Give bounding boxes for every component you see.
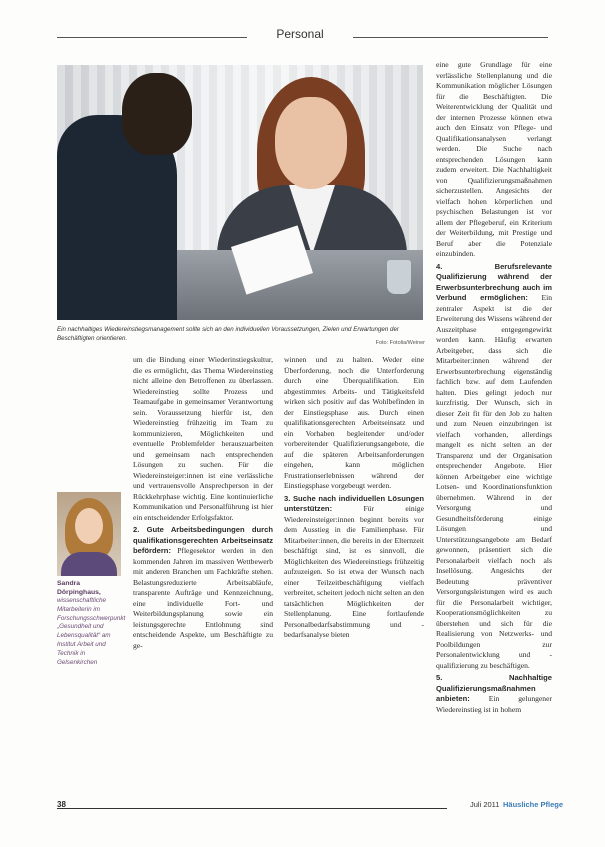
list-item-3-heading: 3. Suche nach individuellen Lösungen unterstützen: <box>284 493 424 513</box>
footer-issue: Juli 2011 <box>470 800 500 809</box>
photo-caption: Ein nachhaltiges Wiedereinstiegsmanagement sollte sich an den individuellen Voraussetzungen, Zielen und Erwartungen der Beschäftigten orientieren. <box>57 326 399 342</box>
article-column-2 <box>284 355 424 797</box>
list-item-2-heading: 2. Gute Arbeitsbedingungen durch qualifikationsgerechten Arbeitseinsatz befördern: <box>133 525 273 555</box>
column-1-paragraph: um die Bindung einer Wiederinstiegskultur, die es ermöglicht, das Thema Wiedereinstieg nicht alleine den Betroffenen zu überlassen. Wiedereinstieg sollte Prozess und Teamaufgabe in gemeinsamer Verantwortung sein. Voraussetzung hierfür ist, den Wiedereinstieg frühzeitig im Team zu kommunizieren, Möglichkeiten und eventuelle Problemfelder herauszuarbeiten und gemeinsam nach entsprechenden Lösungen zu suchen. Für die Wiedereinsteiger:innen ist eine verlässliche und vertrauensvolle Ansprechperson in der Rückkehrphase wichtig. Eine kontinuierliche Kommunikation und Personalführung ist hier ein entscheidender Erfolgsfaktor. <box>133 355 273 522</box>
woman-face <box>275 97 347 189</box>
main-photo <box>57 65 423 320</box>
author-portrait <box>57 492 121 576</box>
section-title: Personal <box>276 27 324 41</box>
list-item-4-heading: 4. Berufsrelevante Qualifizierung während der Erwerbsunterbrechung auch im Verbund ermöglichen: <box>436 261 552 302</box>
water-glass <box>387 260 411 294</box>
header-rule-right <box>353 37 548 38</box>
author-bio: wissenschaftliche Mitarbeiterin im Forschungsschwerpunkt „Gesundheit und Lebensqualität“ am Institut Arbeit und Technik in Gelsenkirchen <box>57 597 126 666</box>
column-2-paragraph: winnen und zu halten. Weder eine Überforderung, noch die Unterforderung durch eine Überqualifikation. Ein abgestimmtes Arbeits- und Tätigkeitsfeld wirken sich positiv auf das Wohlbefinden in der Einstiegsphase aus. Durch einen qualifikationsgerechten Arbeitseinsatz und ein Vorhaben begleitender und/oder vorbereitender Qualifizierungsangebote, die auf die späteren Arbeitsanforderungen eingehen, kann möglichen Frustrationserlebnissen während der Einstiegsphase vorgebeugt werden. <box>284 355 424 490</box>
page-number: 38 <box>57 800 66 809</box>
list-item-2-body: Pflegesektor werden in den kommenden Jahren im massiven Wettbewerb mit anderen Branchen um Fachkräfte stehen. Belastungsreduzierte Arbeitsabläufe, transparente Aufträge und Kennzeichnung, eine individuelle Fort- und Weiterbildungsplanung sowie ein leistungsgerechte Entlohnung sind entscheidende Aspekte, um Beschäftigte zu ge- <box>133 546 273 650</box>
column-3-paragraph: eine gute Grundlage für eine verlässliche Stellenplanung und die Kommunikation möglicher Lösungen für die Beschäftigten. Die Weiterentwicklung der Qualität und der internen Prozesse können etwa auch den Einsatz von Pflege- und Qualifikationsanalysen verlangt werden. Die Suche nach entsprechenden Lösungen kann zudem erweitert. Die Nachhaltigkeit von Qualifizierungsmaßnahmen sicherzustellen. Angesichts der vielfach hohen körperlichen und psychischen Belastungen ist vor allem der Pflegeberuf, ein Kriterium der Weiterbildung, mit Prestige und Beruf aber die Potenziale einzubinden. <box>436 60 552 258</box>
man-head <box>122 73 192 155</box>
photo-credit: Foto: Fotolia/Weiner <box>375 340 425 346</box>
article-column-1 <box>133 355 273 797</box>
portrait-body <box>61 552 117 576</box>
author-name: Sandra Dörpinghaus, <box>57 580 101 596</box>
article-column-3 <box>436 60 552 797</box>
list-item-3-body: Für einige Wiedereinsteiger:innen beginnt bereits vor dem Ausstieg in die Familienphase. Für Mitarbeiter:innen, die bereits in der Elternzeit beschäftigt sind, ist es sinnvoll, die Möglichkeiten des Wiedereinstiegs frühzeitig aufzuzeigen. So ist etwa der Wunsch nach einer Teilzeitbeschäftigung vielfach verbreitet, scheitert jedoch nicht selten an den tatsächlichen Möglichkeiten der Stellenplanung. Eine fortlaufende Personalbedarfsabstimmung und -bedarfsanalyse bieten <box>284 504 424 639</box>
header-rule-left <box>57 37 247 38</box>
portrait-face <box>75 508 103 544</box>
list-item-5-heading: 5. Nachhaltige Qualifizierungsmaßnahmen anbieten: <box>436 673 552 703</box>
list-item-5 <box>436 673 552 715</box>
list-item-4-body: Ein zentraler Aspekt ist die der Erweiterung des Wissens während der Auszeitphase entgegengewirkt worden kann. Häufig erwarten Arbeitgeber, dass sich die Mitarbeiter:innen während der Erwerbsunterbrechung eigenständig fachlich bzw. auf dem Laufenden halten. Dies gelingt jedoch nur kurzfristig. Der Wunsch, sich in dieser Zeit fit für den Job zu halten und zum Neuen einzubringen ist vielfach vorhanden, allerdings mangelt es nicht selten an der Transparenz und der Organisation entsprechender Angebote. Hier können Arbeitgeber eine wichtige Lotsen- und Koordinationsfunktion übernehmen. Während in der Versorgung und Gesundheitsförderung einige Lösungen und Unterstützungsangebote am Bedarf gewonnen, präsentiert sich die Personalarbeit vielfach noch als Insellösung. Angesichts der Bedeutung präventiver Versorgungsleistungen wird es auch für die Personalarbeit wichtiger, Kooperationsmöglichkeiten zu überstehen und sich für die Realisierung von Netzwerks- und Poolbildungen zur Personalentwicklung und -qualifizierung zu beschäftigen. <box>436 293 552 670</box>
list-item-5-body: Ein gelungener Wiedereinstieg ist in hohem <box>436 694 552 714</box>
footer-magazine: Häusliche Pflege <box>503 800 564 809</box>
list-item-2 <box>133 525 273 651</box>
list-item-4 <box>436 262 552 672</box>
list-item-3 <box>284 494 424 641</box>
footer-rule <box>57 808 447 809</box>
